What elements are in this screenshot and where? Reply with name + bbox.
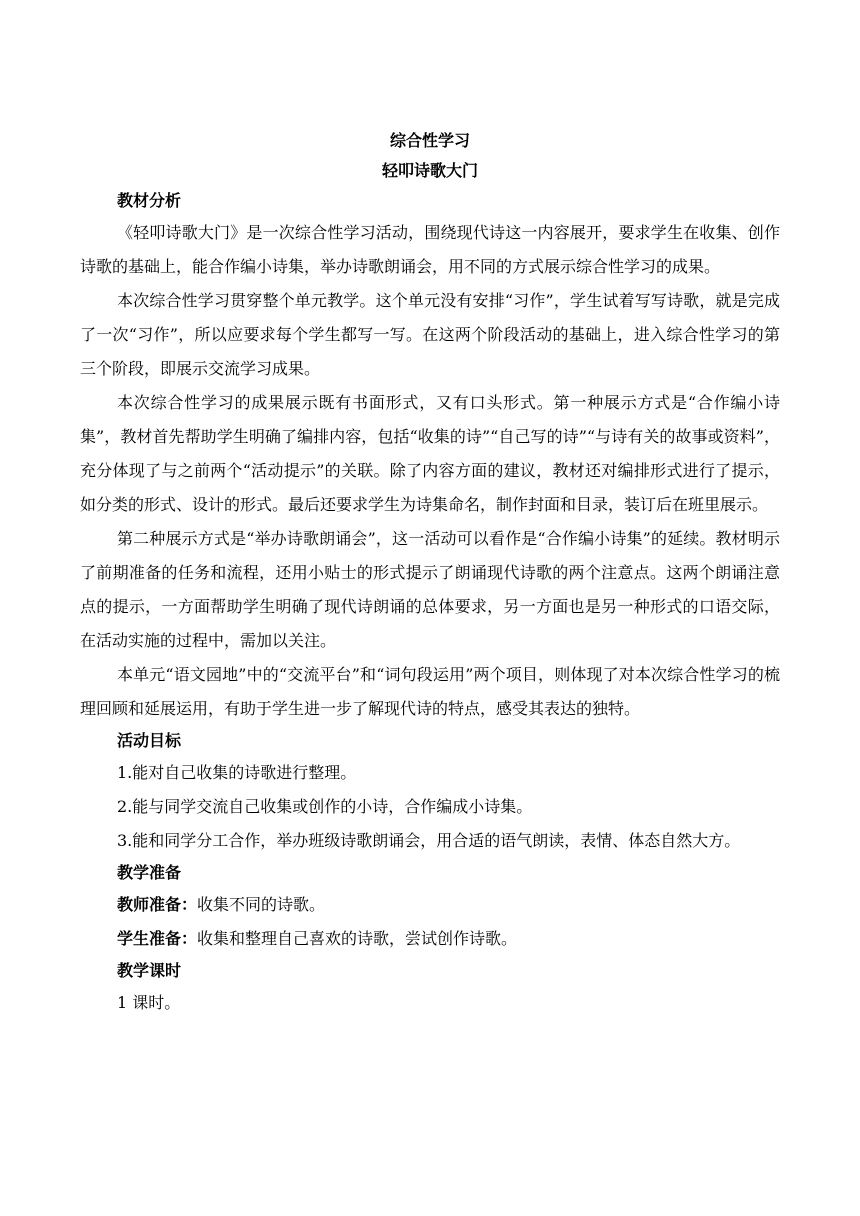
student-preparation xyxy=(80,922,780,956)
document-page xyxy=(80,126,780,1020)
analysis-paragraph-3: 本次综合性学习的成果展示既有书面形式，又有口头形式。第一种展示方式是“合作编小诗集”，教材首先帮助学生明确了编排内容，包括“收集的诗”“自己写的诗”“与诗有关的故事或资料”，充分体现了与之前两个“活动提示”的关联。除了内容方面的建议，教材还对编排形式进行了提示，如分类的形式、设计的形式。最后还要求学生为诗集命名，制作封面和目录，装订后在班里展示。 xyxy=(80,393,780,514)
document-subtitle: 轻叩诗歌大门 xyxy=(381,161,478,180)
teacher-preparation-text: 收集不同的诗歌。 xyxy=(197,895,326,914)
goal-item-1: 1.能对自己收集的诗歌进行整理。 xyxy=(117,763,357,782)
analysis-paragraph-4: 第二种展示方式是“举办诗歌朗诵会”，这一活动可以看作是“合作编小诗集”的延续。教材明示了前期准备的任务和流程，还用小贴士的形式提示了朗诵现代诗歌的两个注意点。这两个朗诵注意点的提示，一方面帮助学生明确了现代诗朗诵的总体要求，另一方面也是另一种形式的口语交际，在活动实施的过程中，需加以关注。 xyxy=(80,529,780,650)
periods-text: 1 课时。 xyxy=(117,993,181,1012)
goal-item-3: 3.能和同学分工合作，举办班级诗歌朗诵会，用合适的语气朗读，表情、体态自然大方。 xyxy=(117,831,741,850)
section-heading-goals: 活动目标 xyxy=(117,731,182,750)
teacher-preparation xyxy=(80,888,780,922)
student-preparation-label: 学生准备： xyxy=(117,929,198,948)
analysis-paragraph-2: 本次综合性学习贯穿整个单元教学。这个单元没有安排“习作”，学生试着写写诗歌，就是完成了一次“习作”，所以应要求每个学生都写一写。在这两个阶段活动的基础上，进入综合性学习的第三个阶段，即展示交流学习成果。 xyxy=(80,291,780,378)
document-title: 综合性学习 xyxy=(389,131,470,150)
section-heading-analysis: 教材分析 xyxy=(117,191,182,210)
section-heading-preparation: 教学准备 xyxy=(117,863,182,882)
teacher-preparation-label: 教师准备： xyxy=(117,895,198,914)
analysis-paragraph-1: 《轻叩诗歌大门》是一次综合性学习活动，围绕现代诗这一内容展开，要求学生在收集、创作诗歌的基础上，能合作编小诗集，举办诗歌朗诵会，用不同的方式展示综合性学习的成果。 xyxy=(80,223,780,276)
analysis-paragraph-5: 本单元“语文园地”中的“交流平台”和“词句段运用”两个项目，则体现了对本次综合性学习的梳理回顾和延展运用，有助于学生进一步了解现代诗的特点，感受其表达的独特。 xyxy=(80,665,780,718)
student-preparation-text: 收集和整理自己喜欢的诗歌，尝试创作诗歌。 xyxy=(197,929,518,948)
section-heading-periods: 教学课时 xyxy=(117,961,182,980)
goal-item-2: 2.能与同学交流自己收集或创作的小诗，合作编成小诗集。 xyxy=(117,797,533,816)
